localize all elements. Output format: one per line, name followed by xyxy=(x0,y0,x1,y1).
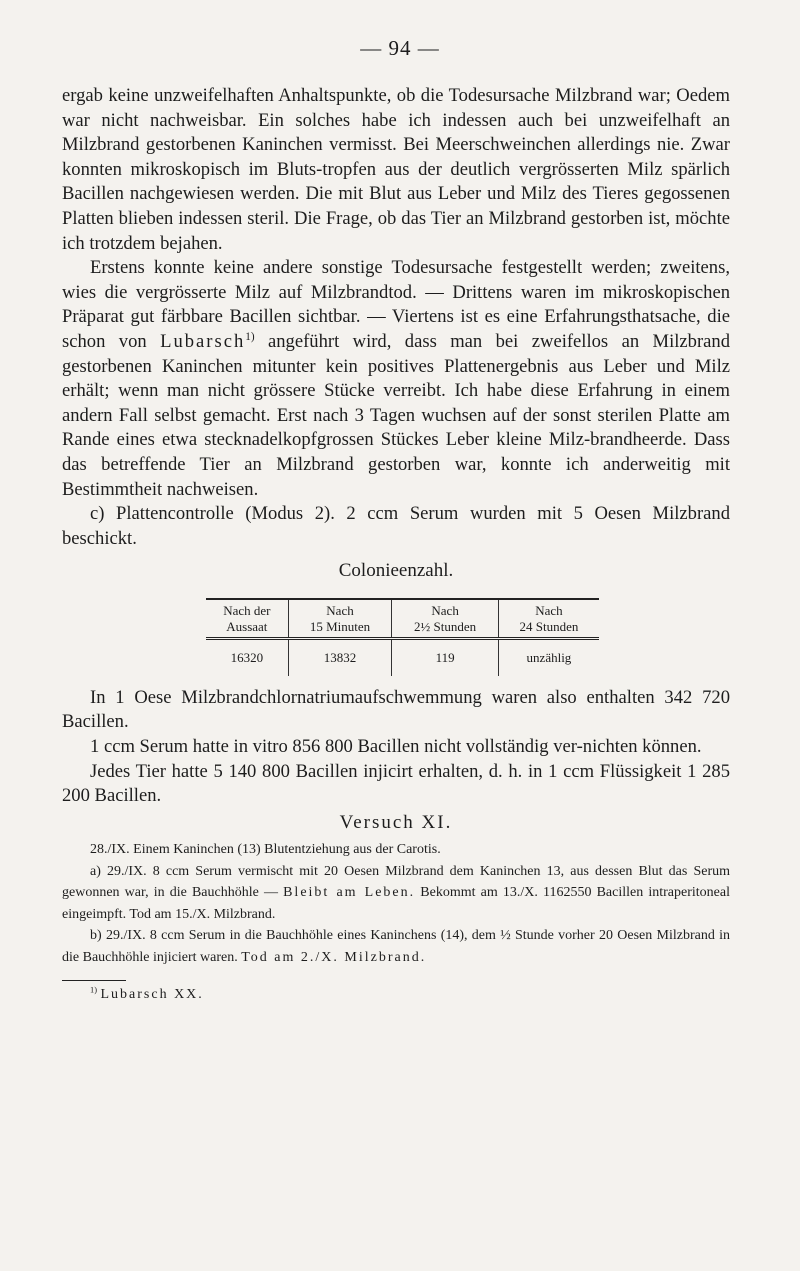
author-lubarsch: Lubarsch xyxy=(160,330,246,352)
table-header-cell: Nach der Aussaat xyxy=(206,599,288,639)
colony-count-table xyxy=(206,598,599,676)
page-body xyxy=(62,84,730,1005)
table-header-cell: Nach 24 Stunden xyxy=(498,599,599,639)
paragraph-2-text-a: Erstens konnte keine andere sonstige Todesursache festgestellt werden; zweitens, wies die vergrösserte Milz auf Milzbrandtod. — Drittens waren im mikroskopischen Präparat gut färbbare Bacillen sichtbar. — Viertens ist es eine Erfahrungsthatsache, die schon von xyxy=(62,257,730,352)
table-row xyxy=(206,638,599,676)
experiment-notes xyxy=(62,839,730,968)
table-cell: 119 xyxy=(392,638,499,676)
table-header-cell: Nach 15 Minuten xyxy=(288,599,392,639)
note-line-b: b) 29./IX. 8 ccm Serum in die Bauchhöhle eines Kaninchens (14), dem ½ Stunde vorher 20 Oesen Milzbrand in die Bauchhöhle injiciert waren. Tod am 2./X. Milzbrand. xyxy=(62,928,730,965)
footnote xyxy=(62,985,730,1005)
paragraph-1: ergab keine unzweifelhaften Anhaltspunkte, ob die Todesursache Milzbrand war; Oedem war nicht nachweisbar. Ein solches habe ich indessen auch bei unzweifelhaft an Milzbrand gestorbenen Kaninchen vermisst. Bei Meerschweinchen allerdings nie. Zwar konnten mikroskopisch im Bluts-tropfen aus der deutlich vergrösserten Milz spärlich Bacillen nachgewiesen werden. Die mit Blut aus Leber und Milz des Tieres gegossenen Platten blieben indessen steril. Die Frage, ob das Tier an Milzbrand gestorben ist, möchte ich trotzdem bejahen. xyxy=(62,85,730,254)
table-cell: unzählig xyxy=(498,638,599,676)
note-emphasis: Tod am 2./X. Milzbrand. xyxy=(241,949,427,965)
serum-in-vitro: 1 ccm Serum hatte in vitro 856 800 Bacillen nicht vollständig ver-nichten können. xyxy=(90,736,702,758)
paragraph-2 xyxy=(62,256,730,502)
note-line-a: a) 29./IX. 8 ccm Serum vermischt mit 20 Oesen Milzbrand dem Kaninchen 13, aus dessen Blut das Serum gewonnen war, in die Bauchhöhle — Bleibt am Leben. Bekommt am 13./X. 1162550 Bacillen intraperitoneal eingeimpft. Tod am 15./X. Milzbrand. xyxy=(62,863,730,922)
paragraph-3: c) Plattencontrolle (Modus 2). 2 ccm Serum wurden mit 5 Oesen Milzbrand beschickt. xyxy=(62,503,730,549)
table-cell: 13832 xyxy=(288,638,392,676)
table-header-row xyxy=(206,599,599,639)
footnote-divider xyxy=(62,980,126,981)
page-number: — 94 — xyxy=(360,36,440,60)
injected-per-animal: Jedes Tier hatte 5 140 800 Bacillen injicirt erhalten, d. h. in 1 ccm Flüssigkeit 1 285 200 Bacillen. xyxy=(62,760,730,807)
note-emphasis: Bleibt am Leben. xyxy=(283,885,416,901)
section-title: Versuch XI. xyxy=(339,811,453,833)
footnote-marker: 1) xyxy=(245,330,255,343)
bacillen-per-oese: In 1 Oese Milzbrandchlornatriumaufschwemmung waren also enthalten 342 720 Bacillen. xyxy=(62,686,730,733)
footnote-mark: 1) xyxy=(90,985,97,995)
table-header-cell: Nach 2½ Stunden xyxy=(392,599,499,639)
table-cell: 16320 xyxy=(230,649,264,665)
footnote-text: Lubarsch XX. xyxy=(100,987,204,1003)
paragraph-2-text-b: angeführt wird, dass man bei zweifellos an Milzbrand gestorbenen Kaninchen mitunter kein positives Plattenergebnis aus Leber und Milz erhält; wenn man nicht grössere Stücke verreibt. Ich habe diese Erfahrung in einem andern Fall selbst gemacht. Erst nach 3 Tagen wuchsen auf der sonst sterilen Platte am Rande eines etwa stecknadelkopfgrossen Stückes Leber kleine Milz-brandheerde. Dass das betreffende Tier an Milzbrand gestorben war, konnte ich anderweitig mit Bestimmtheit nachweisen. xyxy=(62,330,730,500)
table-caption: Colonieenzahl. xyxy=(338,560,454,582)
note-line-1: 28./IX. Einem Kaninchen (13) Blutentziehung aus der Carotis. xyxy=(90,842,441,858)
